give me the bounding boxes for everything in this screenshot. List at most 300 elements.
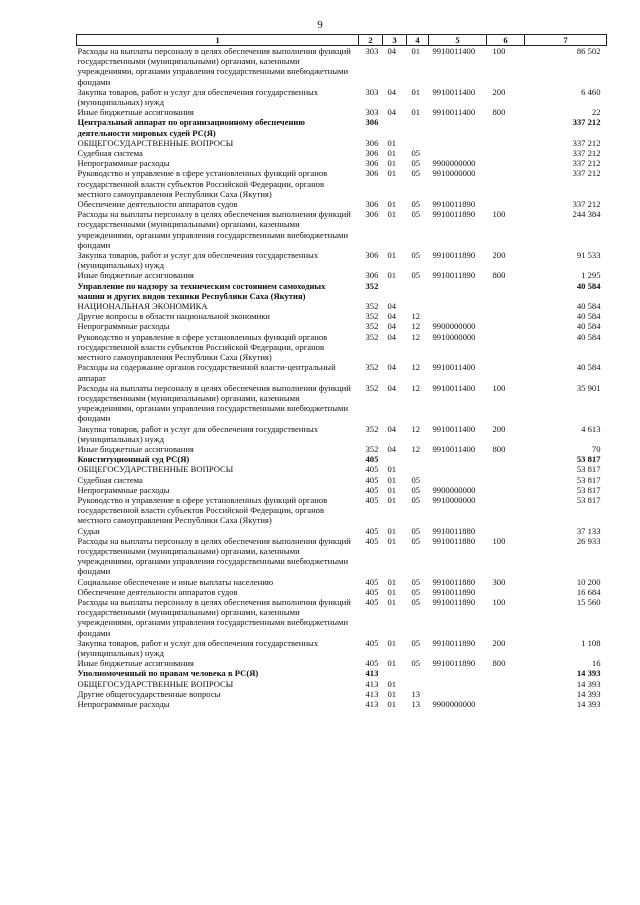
amount: 15 560 bbox=[576, 596, 601, 607]
amount: 337 212 bbox=[572, 117, 601, 128]
amount: 337 212 bbox=[572, 158, 601, 169]
subsection-code: 05 bbox=[411, 596, 421, 607]
target-article-code: 9910011890 bbox=[432, 596, 476, 607]
amount: 53 817 bbox=[576, 464, 601, 475]
subsection-code: 12 bbox=[411, 382, 421, 393]
amount: 35 901 bbox=[576, 382, 601, 393]
item-name: Руководство и управление в сфере установленных функций органов государственной власти субъектов Российской Федерации, органов местного самоуправления Республики Саха (Якутия) bbox=[77, 168, 328, 199]
ministry-code: 413 bbox=[365, 678, 379, 689]
amount: 40 584 bbox=[576, 301, 601, 312]
item-name: Обеспечение деятельности аппаратов судов bbox=[77, 199, 238, 210]
ministry-code: 352 bbox=[365, 443, 379, 454]
subsection-code bbox=[407, 281, 429, 301]
expense-type-code bbox=[487, 362, 525, 382]
expense-type-code bbox=[487, 301, 525, 311]
table-row bbox=[77, 209, 607, 250]
expense-type-code: 100 bbox=[492, 596, 506, 607]
table-row bbox=[77, 87, 607, 107]
target-article-code: 9900000000 bbox=[432, 484, 476, 495]
amount: 337 212 bbox=[572, 148, 601, 159]
expense-type-code bbox=[487, 168, 525, 199]
amount: 6 460 bbox=[581, 86, 601, 97]
section-code: 01 bbox=[387, 576, 397, 587]
ministry-code: 352 bbox=[365, 423, 379, 434]
target-article-code: 9900000000 bbox=[432, 699, 476, 709]
target-article-code bbox=[429, 138, 487, 148]
item-name: ОБЩЕГОСУДАРСТВЕННЫЕ ВОПРОСЫ bbox=[77, 137, 234, 148]
target-article-code bbox=[429, 148, 487, 158]
ministry-code: 352 bbox=[365, 362, 379, 373]
amount: 14 393 bbox=[576, 688, 601, 699]
target-article-code: 9910011880 bbox=[432, 576, 476, 587]
subsection-code: 13 bbox=[411, 688, 421, 699]
amount: 10 200 bbox=[576, 576, 601, 587]
table-row bbox=[77, 536, 607, 577]
header-row bbox=[77, 35, 607, 46]
subsection-code: 05 bbox=[411, 535, 421, 546]
target-article-code: 9910011400 bbox=[432, 423, 476, 434]
subsection-code: 12 bbox=[411, 311, 421, 322]
budget-table bbox=[76, 34, 607, 709]
ministry-code: 413 bbox=[365, 699, 379, 709]
subsection-code: 01 bbox=[411, 86, 421, 97]
target-article-code: 9910011890 bbox=[432, 199, 476, 210]
ministry-code: 352 bbox=[365, 331, 379, 342]
expense-type-code bbox=[487, 668, 525, 678]
expense-type-code bbox=[487, 454, 525, 464]
section-code: 01 bbox=[387, 137, 397, 148]
ministry-code: 405 bbox=[365, 454, 379, 465]
header-col-2: 2 bbox=[359, 35, 383, 46]
subsection-code: 05 bbox=[411, 250, 421, 261]
table-row bbox=[77, 270, 607, 280]
item-name: Иные бюджетные ассигнования bbox=[77, 107, 194, 118]
expense-type-code bbox=[487, 321, 525, 331]
item-name: Расходы на выплаты персоналу в целях обеспечения выполнения функций государственными (муниципальными) органами, казенными учреждениями, органами управления государственными внебюджетными фондами bbox=[77, 596, 351, 638]
expense-type-code: 100 bbox=[492, 382, 506, 393]
expense-type-code bbox=[487, 332, 525, 363]
subsection-code: 05 bbox=[411, 270, 421, 281]
expense-type-code: 200 bbox=[492, 423, 506, 434]
expense-type-code bbox=[487, 485, 525, 495]
ministry-code: 352 bbox=[365, 301, 379, 312]
table-row bbox=[77, 699, 607, 709]
header-col-4: 4 bbox=[407, 35, 429, 46]
item-name: Расходы на выплаты персоналу в целях обеспечения выполнения функций государственными (муниципальными) органами, казенными учреждениями, органами управления государственными внебюджетными фондами bbox=[77, 382, 351, 424]
ministry-code: 306 bbox=[365, 168, 379, 179]
expense-type-code bbox=[487, 464, 525, 474]
expense-type-code: 100 bbox=[492, 209, 506, 220]
table-row bbox=[77, 526, 607, 536]
expense-type-code bbox=[487, 117, 525, 137]
section-code: 04 bbox=[387, 107, 397, 118]
expense-type-code: 200 bbox=[492, 250, 506, 261]
item-name: Иные бюджетные ассигнования bbox=[77, 270, 194, 281]
target-article-code: 9910011400 bbox=[432, 362, 476, 373]
table-row bbox=[77, 332, 607, 363]
subsection-code bbox=[407, 138, 429, 148]
table-row bbox=[77, 424, 607, 444]
item-name: Судебная система bbox=[77, 148, 143, 159]
subsection-code: 05 bbox=[411, 525, 421, 536]
section-code: 04 bbox=[387, 301, 397, 312]
header-col-3: 3 bbox=[383, 35, 407, 46]
section-code: 01 bbox=[387, 199, 397, 210]
section-code: 04 bbox=[387, 86, 397, 97]
table-header bbox=[77, 35, 607, 46]
item-name: Руководство и управление в сфере установленных функций органов государственной власти субъектов Российской Федерации, органов местного самоуправления Республики Саха (Якутия) bbox=[77, 494, 328, 526]
ministry-code: 405 bbox=[365, 494, 379, 505]
table-row bbox=[77, 464, 607, 474]
section-code bbox=[383, 668, 407, 678]
table-row bbox=[77, 138, 607, 148]
expense-type-code bbox=[487, 526, 525, 536]
item-name: Иные бюджетные ассигнования bbox=[77, 443, 194, 454]
amount: 337 212 bbox=[572, 137, 601, 148]
table-row bbox=[77, 658, 607, 668]
subsection-code: 05 bbox=[411, 168, 421, 179]
table-row bbox=[77, 577, 607, 587]
target-article-code bbox=[429, 668, 487, 678]
section-code: 01 bbox=[387, 484, 397, 495]
target-article-code: 9910011890 bbox=[432, 658, 476, 669]
ministry-code: 405 bbox=[365, 474, 379, 485]
amount: 14 393 bbox=[576, 699, 601, 709]
target-article-code: 9910011400 bbox=[432, 86, 476, 97]
ministry-code: 405 bbox=[365, 596, 379, 607]
section-code: 04 bbox=[387, 362, 397, 373]
target-article-code: 9910011880 bbox=[432, 525, 476, 536]
table-row bbox=[77, 383, 607, 424]
target-article-code bbox=[429, 475, 487, 485]
amount: 40 584 bbox=[576, 331, 601, 342]
section-code: 01 bbox=[387, 270, 397, 281]
section-code bbox=[383, 281, 407, 301]
item-name: Расходы на выплаты персоналу в целях обеспечения выполнения функций государственными (муниципальными) органами, казенными учреждениями, органами управления государственными внебюджетными фондами bbox=[77, 209, 351, 250]
table-row bbox=[77, 311, 607, 321]
header-col-7: 7 bbox=[525, 35, 607, 46]
amount: 22 bbox=[591, 107, 601, 118]
section-code: 04 bbox=[387, 331, 397, 342]
ministry-code: 405 bbox=[365, 586, 379, 597]
section-code: 04 bbox=[387, 423, 397, 434]
expense-type-code: 100 bbox=[492, 535, 506, 546]
subsection-code bbox=[407, 668, 429, 678]
subsection-code: 13 bbox=[411, 699, 421, 709]
ministry-code: 306 bbox=[365, 209, 379, 220]
expense-type-code: 800 bbox=[492, 658, 506, 669]
table-row bbox=[77, 117, 607, 137]
amount: 14 393 bbox=[576, 678, 601, 689]
section-code: 01 bbox=[387, 474, 397, 485]
section-code: 01 bbox=[387, 596, 397, 607]
expense-type-code bbox=[487, 311, 525, 321]
item-name: Непрограммные расходы bbox=[77, 484, 170, 495]
item-name: Непрограммные расходы bbox=[77, 699, 170, 709]
amount: 337 212 bbox=[572, 199, 601, 210]
section-code: 04 bbox=[387, 382, 397, 393]
amount: 53 817 bbox=[576, 494, 601, 505]
subsection-code: 05 bbox=[411, 474, 421, 485]
item-name: Непрограммные расходы bbox=[77, 321, 170, 332]
ministry-code: 405 bbox=[365, 637, 379, 648]
header-col-6: 6 bbox=[487, 35, 525, 46]
subsection-code: 12 bbox=[411, 443, 421, 454]
subsection-code: 05 bbox=[411, 586, 421, 597]
expense-type-code bbox=[487, 699, 525, 709]
subsection-code bbox=[407, 301, 429, 311]
section-code: 01 bbox=[387, 148, 397, 159]
item-name: Иные бюджетные ассигнования bbox=[77, 658, 194, 669]
table-row bbox=[77, 158, 607, 168]
ministry-code: 405 bbox=[365, 658, 379, 669]
ministry-code: 352 bbox=[365, 321, 379, 332]
target-article-code: 9910011400 bbox=[432, 443, 476, 454]
subsection-code: 05 bbox=[411, 148, 421, 159]
item-name: Уполномоченный по правам человека в РС(Я) bbox=[77, 668, 259, 679]
section-code: 01 bbox=[387, 586, 397, 597]
section-code: 01 bbox=[387, 158, 397, 169]
item-name: Закупка товаров, работ и услуг для обеспечения государственных (муниципальных) нужд bbox=[77, 423, 319, 444]
target-article-code: 9910011400 bbox=[432, 382, 476, 393]
section-code: 01 bbox=[387, 250, 397, 261]
section-code: 01 bbox=[387, 658, 397, 669]
table-row bbox=[77, 597, 607, 638]
expense-type-code: 200 bbox=[492, 86, 506, 97]
item-name: Обеспечение деятельности аппаратов судов bbox=[77, 586, 238, 597]
amount: 53 817 bbox=[576, 454, 601, 465]
table-row bbox=[77, 46, 607, 87]
target-article-code: 9910000000 bbox=[432, 168, 476, 179]
section-code: 01 bbox=[387, 464, 397, 475]
amount: 40 584 bbox=[576, 311, 601, 322]
item-name: Судебная система bbox=[77, 474, 143, 485]
target-article-code: 9910011880 bbox=[432, 535, 476, 546]
expense-type-code bbox=[487, 199, 525, 209]
subsection-code bbox=[407, 679, 429, 689]
amount: 40 584 bbox=[576, 280, 601, 291]
expense-type-code bbox=[487, 158, 525, 168]
table-row bbox=[77, 668, 607, 678]
ministry-code: 413 bbox=[365, 688, 379, 699]
item-name: Центральный аппарат по организационному обеспечению деятельности мировых судей РС(Я) bbox=[77, 117, 305, 138]
table-row bbox=[77, 250, 607, 270]
table-row bbox=[77, 444, 607, 454]
target-article-code: 9910011890 bbox=[432, 637, 476, 648]
ministry-code: 405 bbox=[365, 525, 379, 536]
ministry-code: 352 bbox=[365, 280, 379, 291]
section-code: 01 bbox=[387, 209, 397, 220]
target-article-code: 9910011400 bbox=[432, 46, 476, 56]
ministry-code: 306 bbox=[365, 270, 379, 281]
target-article-code bbox=[429, 679, 487, 689]
item-name: Конституционный суд РС(Я) bbox=[77, 454, 190, 465]
table-row bbox=[77, 475, 607, 485]
expense-type-code: 800 bbox=[492, 107, 506, 118]
ministry-code: 413 bbox=[365, 668, 379, 679]
ministry-code: 405 bbox=[365, 484, 379, 495]
ministry-code: 306 bbox=[365, 148, 379, 159]
target-article-code: 9910011890 bbox=[432, 250, 476, 261]
subsection-code: 05 bbox=[411, 158, 421, 169]
subsection-code: 05 bbox=[411, 576, 421, 587]
section-code: 01 bbox=[387, 525, 397, 536]
table-row bbox=[77, 485, 607, 495]
target-article-code bbox=[429, 689, 487, 699]
ministry-code: 352 bbox=[365, 311, 379, 322]
subsection-code: 12 bbox=[411, 321, 421, 332]
expense-type-code bbox=[487, 138, 525, 148]
subsection-code: 12 bbox=[411, 331, 421, 342]
expense-type-code: 800 bbox=[492, 270, 506, 281]
item-name: Закупка товаров, работ и услуг для обеспечения государственных (муниципальных) нужд bbox=[77, 250, 319, 271]
subsection-code: 05 bbox=[411, 209, 421, 220]
ministry-code: 405 bbox=[365, 535, 379, 546]
target-article-code: 9910000000 bbox=[432, 494, 476, 505]
target-article-code: 9910011890 bbox=[432, 270, 476, 281]
section-code: 04 bbox=[387, 311, 397, 322]
expense-type-code bbox=[487, 475, 525, 485]
item-name: Руководство и управление в сфере установленных функций органов государственной власти субъектов Российской Федерации, органов местного самоуправления Республики Саха (Якутия) bbox=[77, 331, 328, 363]
table-row bbox=[77, 495, 607, 526]
section-code bbox=[383, 117, 407, 137]
item-name: Расходы на выплаты персоналу в целях обеспечения выполнения функций государственными (муниципальными) органами, казенными учреждениями, органами управления государственными внебюджетными фондами bbox=[77, 46, 351, 87]
table-row bbox=[77, 689, 607, 699]
expense-type-code: 800 bbox=[492, 443, 506, 454]
target-article-code bbox=[429, 311, 487, 321]
subsection-code bbox=[407, 117, 429, 137]
section-code: 01 bbox=[387, 678, 397, 689]
ministry-code: 306 bbox=[365, 199, 379, 210]
amount: 53 817 bbox=[576, 474, 601, 485]
table-row bbox=[77, 301, 607, 311]
item-name: Закупка товаров, работ и услуг для обеспечения государственных (муниципальных) нужд bbox=[77, 637, 319, 658]
ministry-code: 303 bbox=[365, 86, 379, 97]
section-code bbox=[383, 454, 407, 464]
expense-type-code bbox=[487, 587, 525, 597]
ministry-code: 306 bbox=[365, 137, 379, 148]
subsection-code: 01 bbox=[411, 107, 421, 118]
expense-type-code bbox=[487, 689, 525, 699]
ministry-code: 303 bbox=[365, 107, 379, 118]
target-article-code: 9910011890 bbox=[432, 586, 476, 597]
amount: 53 817 bbox=[576, 484, 601, 495]
section-code: 01 bbox=[387, 168, 397, 179]
ministry-code: 352 bbox=[365, 382, 379, 393]
ministry-code: 306 bbox=[365, 117, 379, 128]
item-name: Судьи bbox=[77, 525, 100, 536]
header-col-1: 1 bbox=[77, 35, 359, 46]
amount: 16 bbox=[591, 658, 601, 669]
expense-type-code: 300 bbox=[492, 576, 506, 587]
item-name: ОБЩЕГОСУДАРСТВЕННЫЕ ВОПРОСЫ bbox=[77, 464, 234, 475]
section-code: 04 bbox=[387, 443, 397, 454]
ministry-code: 405 bbox=[365, 576, 379, 587]
table-row bbox=[77, 454, 607, 464]
table-row bbox=[77, 321, 607, 331]
target-article-code: 9910000000 bbox=[432, 331, 476, 342]
item-name: Непрограммные расходы bbox=[77, 158, 170, 169]
amount: 14 393 bbox=[576, 668, 601, 679]
expense-type-code: 200 bbox=[492, 637, 506, 648]
item-name: Расходы на содержание органов государственной власти-центральный аппарат bbox=[77, 362, 336, 383]
subsection-code: 05 bbox=[411, 484, 421, 495]
amount: 244 384 bbox=[572, 209, 601, 220]
section-code: 01 bbox=[387, 535, 397, 546]
header-col-5: 5 bbox=[429, 35, 487, 46]
table-row bbox=[77, 148, 607, 158]
target-article-code bbox=[429, 117, 487, 137]
amount: 1 295 bbox=[581, 270, 601, 281]
table-row bbox=[77, 107, 607, 117]
section-code: 01 bbox=[387, 494, 397, 505]
subsection-code bbox=[407, 464, 429, 474]
section-code: 01 bbox=[387, 699, 397, 709]
section-code: 01 bbox=[387, 688, 397, 699]
amount: 37 133 bbox=[576, 525, 601, 536]
amount: 86 502 bbox=[576, 46, 601, 56]
target-article-code: 9900000000 bbox=[432, 321, 476, 332]
expense-type-code bbox=[487, 148, 525, 158]
table-row bbox=[77, 587, 607, 597]
section-code: 04 bbox=[387, 321, 397, 332]
section-code: 04 bbox=[387, 46, 397, 56]
amount: 40 584 bbox=[576, 362, 601, 373]
subsection-code: 05 bbox=[411, 637, 421, 648]
table-row bbox=[77, 168, 607, 199]
amount: 1 108 bbox=[581, 637, 601, 648]
amount: 26 933 bbox=[576, 535, 601, 546]
expense-type-code bbox=[487, 679, 525, 689]
target-article-code: 9900000000 bbox=[432, 158, 476, 169]
target-article-code bbox=[429, 454, 487, 464]
item-name: НАЦИОНАЛЬНАЯ ЭКОНОМИКА bbox=[77, 301, 208, 312]
ministry-code: 306 bbox=[365, 158, 379, 169]
expense-type-code bbox=[487, 281, 525, 301]
expense-type-code bbox=[487, 495, 525, 526]
target-article-code bbox=[429, 281, 487, 301]
item-name: Другие вопросы в области национальной экономики bbox=[77, 311, 270, 322]
ministry-code: 405 bbox=[365, 464, 379, 475]
subsection-code: 12 bbox=[411, 362, 421, 373]
target-article-code bbox=[429, 464, 487, 474]
item-name: Социальное обеспечение и иные выплаты населению bbox=[77, 576, 274, 587]
target-article-code bbox=[429, 301, 487, 311]
ministry-code: 306 bbox=[365, 250, 379, 261]
target-article-code: 9910011890 bbox=[432, 209, 476, 220]
page-number: 9 bbox=[317, 19, 323, 31]
subsection-code: 05 bbox=[411, 658, 421, 669]
ministry-code: 303 bbox=[365, 46, 379, 56]
subsection-code: 05 bbox=[411, 199, 421, 210]
table-row bbox=[77, 199, 607, 209]
amount: 70 bbox=[591, 443, 601, 454]
table-body bbox=[77, 46, 607, 710]
item-name: Управление по надзору за техническим состоянием самоходных машин и других видов техники Республики Саха (Якутия) bbox=[77, 280, 326, 301]
item-name: Расходы на выплаты персоналу в целях обеспечения выполнения функций государственными (муниципальными) органами, казенными учреждениями, органами управления государственными внебюджетными фондами bbox=[77, 535, 351, 577]
section-code: 01 bbox=[387, 637, 397, 648]
expense-type-code: 100 bbox=[492, 46, 506, 56]
subsection-code: 12 bbox=[411, 423, 421, 434]
amount: 40 584 bbox=[576, 321, 601, 332]
amount: 337 212 bbox=[572, 168, 601, 179]
amount: 4 613 bbox=[581, 423, 601, 434]
item-name: Другие общегосударственные вопросы bbox=[77, 688, 221, 699]
target-article-code: 9910011400 bbox=[432, 107, 476, 118]
table-row bbox=[77, 638, 607, 658]
amount: 16 684 bbox=[576, 586, 601, 597]
table-row bbox=[77, 362, 607, 382]
